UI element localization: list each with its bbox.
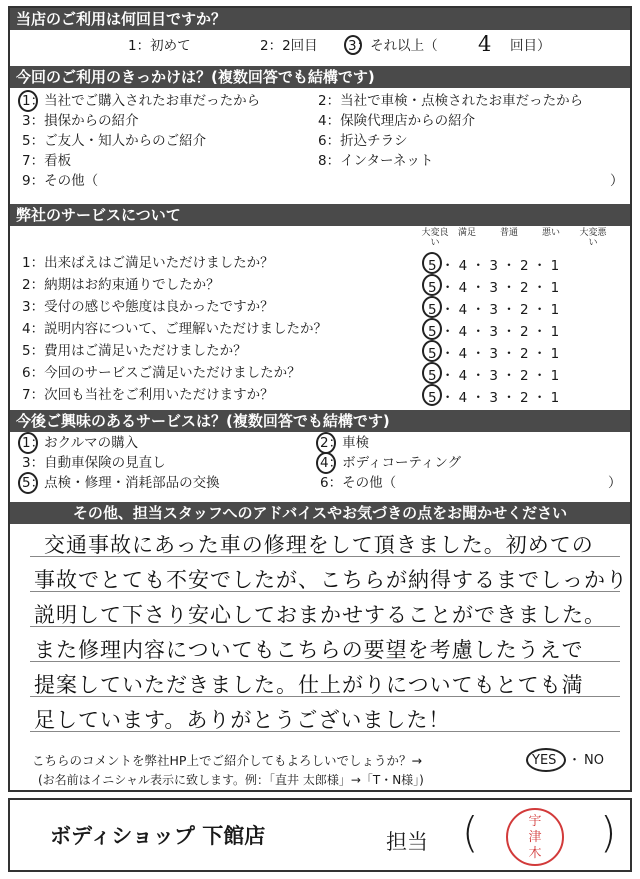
staff-seal-stamp [506,808,564,866]
reason-item-5[interactable]: 5：ご友人・知人からのご紹介 [22,133,207,149]
paren-close: ) [600,808,617,857]
service-question-6: 6：今回のサービスご満足いただけましたか？ [22,365,301,381]
interest-item-1[interactable]: 1：おクルマの購入 [22,435,139,451]
reason-item-8[interactable]: 8：インターネット [318,153,434,169]
visits-option-3[interactable]: 3：それ以上（ [348,38,438,54]
initials-note: (お名前はイニシャル表示に致します。例：「直井 太郎様」→「T・N様」) [38,773,424,787]
comment-line-6[interactable]: 足しています。ありがとうございました！ [34,708,451,732]
visits-option-1[interactable]: 1：初めて [128,38,191,54]
interest-item-5[interactable]: 5：点検・修理・消耗部品の交換 [22,475,220,491]
comment-line-3[interactable]: 説明して下さり安心しておまかせすることができました。 [34,603,606,627]
reason-item-1[interactable]: 1：当社でご購入されたお車だったから [22,93,261,109]
service-question-3: 3：受付の感じや態度は良かったですか？ [22,299,274,315]
interest-item-6[interactable]: 6：その他（ [320,475,397,491]
no-option[interactable]: NO [584,753,604,768]
stamp-text: 宇津木 [528,814,542,861]
reason-item-7[interactable]: 7：看板 [22,153,72,169]
comment-line-5[interactable]: 提案していただきました。仕上がりについてもとても満 [34,673,584,697]
shop-name: ボディショップ 下館店 [50,824,266,848]
service-header: 弊社のサービスについて [10,204,630,226]
rating-scale-4[interactable]: 5 ・ 4 ・ 3 ・ 2 ・ 1 [428,324,560,340]
yes-option[interactable]: YES [532,753,557,768]
survey-sheet [8,6,632,792]
service-question-7: 7：次回も当社をご利用いただけますか？ [22,387,274,403]
service-question-5: 5：費用はご満足いただけましたか？ [22,343,247,359]
visits-option-2[interactable]: 2：2回目 [260,38,318,54]
reason-item-9-close: ） [610,173,624,189]
interest-item-3[interactable]: 3：自動車保険の見直し [22,455,166,471]
service-question-2: 2：納期はお約束通りでしたか？ [22,277,220,293]
interest-item-6-close: ） [608,475,622,491]
scale-label-1: 大変悪い [579,228,607,248]
scale-label-2: 悪い [542,228,561,238]
reason-item-9[interactable]: 9：その他（ [22,173,99,189]
rating-scale-3[interactable]: 5 ・ 4 ・ 3 ・ 2 ・ 1 [428,302,560,318]
comment-header: その他、担当スタッフへのアドバイスやお気づきの点をお聞かせください [10,502,630,524]
reason-item-6[interactable]: 6：折込チラシ [318,133,408,149]
reason-item-2[interactable]: 2：当社で車検・点検されたお車だったから [318,93,584,109]
rating-scale-1[interactable]: 5 ・ 4 ・ 3 ・ 2 ・ 1 [428,258,560,274]
interest-item-4[interactable]: 4：ボディコーティング [320,455,462,471]
scale-label-3: 普通 [500,228,519,238]
comment-line-1[interactable]: 交通事故にあった車の修理をして頂きました。初めての [44,533,594,557]
paren-open: ( [462,808,479,857]
scale-label-4: 満足 [458,228,477,238]
comment-line-2[interactable]: 事故でとても不安でしたが、こちらが納得するまでしっかり [34,568,628,592]
visits-count-suffix: 回目） [510,38,551,54]
interest-header: 今後ご興味のあるサービスは？(複数回答でも結構です) [10,410,630,432]
comment-line-4[interactable]: また修理内容についてもこちらの要望を考慮したうえで [34,638,584,662]
interest-item-2[interactable]: 2：車検 [320,435,370,451]
reason-header: 今回のご利用のきっかけは？(複数回答でも結構です) [10,66,630,88]
rating-scale-6[interactable]: 5 ・ 4 ・ 3 ・ 2 ・ 1 [428,368,560,384]
visits-count[interactable]: 4 [478,32,493,56]
scale-label-5: 大変良い [421,228,449,248]
reason-item-4[interactable]: 4：保険代理店からの紹介 [318,113,476,129]
hp-question: こちらのコメントを弊社HP上でご紹介してもよろしいでしょうか？→ [32,753,422,768]
option-separator: ・ [568,753,582,768]
rating-scale-7[interactable]: 5 ・ 4 ・ 3 ・ 2 ・ 1 [428,390,560,406]
service-question-4: 4：説明内容について、ご理解いただけましたか？ [22,321,328,337]
service-question-1: 1：出来ばえはご満足いただけましたか？ [22,255,274,271]
rating-scale-5[interactable]: 5 ・ 4 ・ 3 ・ 2 ・ 1 [428,346,560,362]
staff-label: 担当 [386,830,428,854]
visits-header: 当店のご利用は何回目ですか？ [10,8,630,30]
reason-item-3[interactable]: 3：損保からの紹介 [22,113,139,129]
rating-scale-2[interactable]: 5 ・ 4 ・ 3 ・ 2 ・ 1 [428,280,560,296]
